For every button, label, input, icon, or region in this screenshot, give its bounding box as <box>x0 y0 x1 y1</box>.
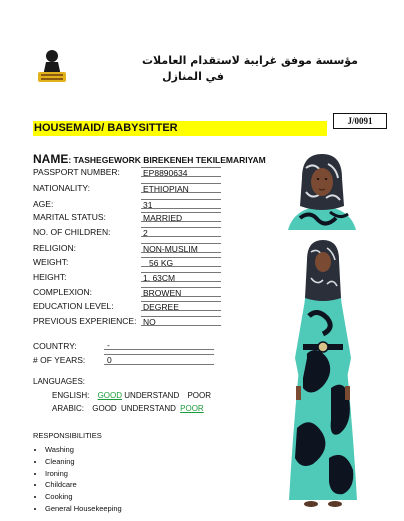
agency-name-arabic: مؤسسة موفق غرايبة لاستقدام العاملات <box>141 54 358 67</box>
age-value: 31 <box>141 199 221 209</box>
children-value: 2 <box>141 227 221 237</box>
arabic-label: ARABIC: <box>52 404 85 413</box>
responsibilities-list <box>33 444 122 515</box>
nationality-label: NATIONALITY: <box>33 183 90 193</box>
complexion-label: COMPLEXION: <box>33 287 93 297</box>
list-item: • Cooking <box>45 491 122 503</box>
arabic-good: GOOD <box>92 404 117 413</box>
country-label: COUNTRY: <box>33 341 77 351</box>
years-label: # OF YEARS: <box>33 355 86 365</box>
agency-name-arabic-line2: في المنازل <box>162 70 224 83</box>
list-item: • Cleaning <box>45 456 122 468</box>
passport-value: EP8890634 <box>141 167 221 177</box>
english-label: ENGLISH: <box>52 391 90 400</box>
passport-label: PASSPORT NUMBER: <box>33 167 120 177</box>
experience-value: NO <box>141 316 221 326</box>
height-label: HEIGHT: <box>33 272 67 282</box>
list-item: • Ironing <box>45 468 122 480</box>
complexion-value: BROWEN <box>141 287 221 297</box>
arabic-row <box>52 404 204 413</box>
age-label: AGE: <box>33 199 54 209</box>
reference-number: J/0091 <box>333 113 387 129</box>
list-item: • General Housekeeping <box>45 503 122 515</box>
list-item: • Washing <box>45 444 122 456</box>
english-row <box>52 391 211 400</box>
children-label: NO. OF CHILDREN: <box>33 227 111 237</box>
name-label: NAME <box>33 152 69 166</box>
position-banner: HOUSEMAID/ BABYSITTER <box>33 121 327 136</box>
years-value: 0 <box>104 354 214 365</box>
height-value: 1. 63CM <box>141 272 221 282</box>
list-item: • Childcare <box>45 479 122 491</box>
country-value: - <box>104 340 214 350</box>
marital-status-value: MARRIED <box>141 212 221 222</box>
languages-title: LANGUAGES: <box>33 377 86 386</box>
english-understand: UNDERSTAND <box>124 391 180 400</box>
responsibilities-title: RESPONSIBILITIES <box>33 431 102 440</box>
english-poor: POOR <box>187 391 212 400</box>
education-value: DEGREE <box>141 301 221 311</box>
religion-label: RELIGION: <box>33 243 76 253</box>
marital-status-label: MARITAL STATUS: <box>33 212 106 222</box>
name-row <box>33 152 266 166</box>
arabic-poor: POOR <box>180 404 204 413</box>
weight-value: 56 KG <box>141 257 221 267</box>
english-good: GOOD <box>97 391 123 400</box>
weight-label: WEIGHT: <box>33 257 69 267</box>
name-value: : TASHEGEWORK BIREKENEH TEKILEMARIYAM <box>68 155 266 165</box>
headshot-photo <box>280 148 364 230</box>
nationality-value: ETHIOPIAN <box>141 183 221 193</box>
agency-logo <box>35 46 69 84</box>
experience-label: PREVIOUS EXPERIENCE: <box>33 316 137 326</box>
full-body-photo <box>283 238 363 514</box>
education-label: EDUCATION LEVEL: <box>33 301 114 311</box>
religion-value: NON-MUSLIM <box>141 243 221 253</box>
arabic-understand: UNDERSTAND <box>120 404 176 413</box>
